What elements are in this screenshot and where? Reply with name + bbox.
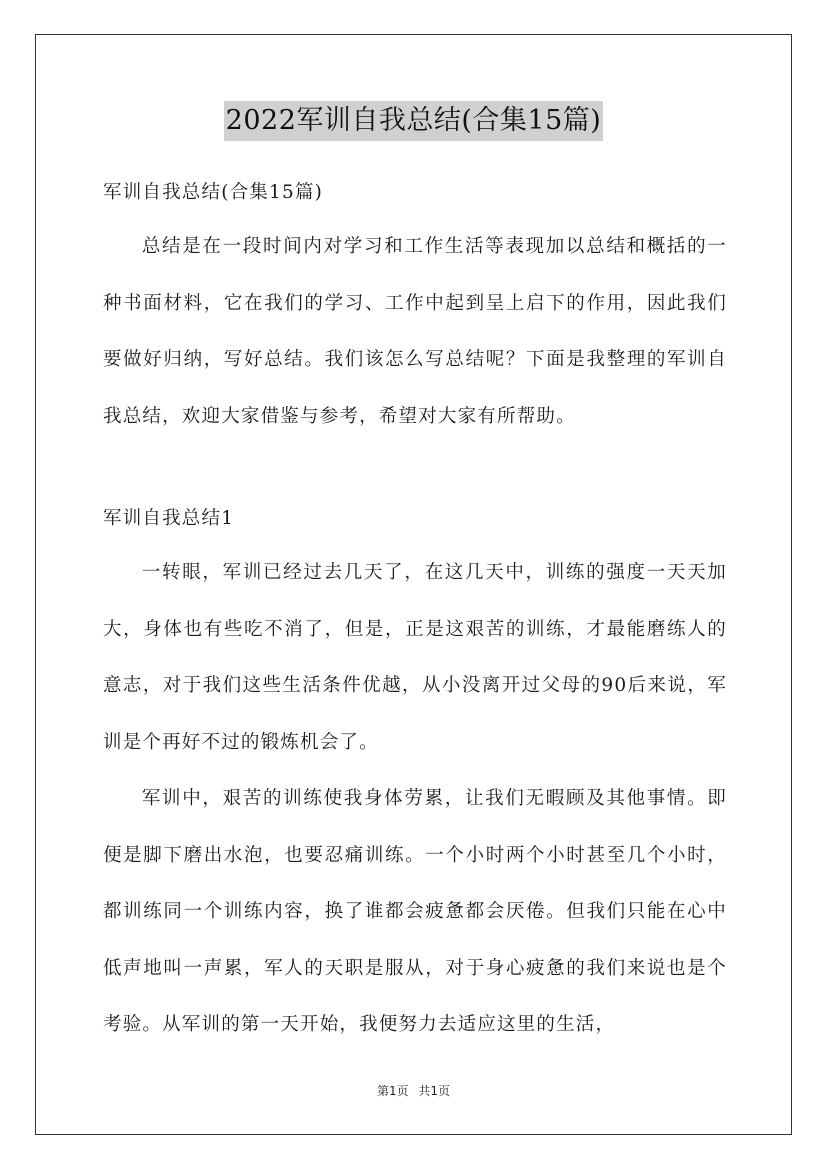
intro-paragraph: 总结是在一段时间内对学习和工作生活等表现加以总结和概括的一种书面材料，它在我们的学习、工作中起到呈上启下的作用，因此我们要做好归纳，写好总结。我们该怎么写总结呢？下面是我整理的军训自我总结，欢迎大家借鉴与参考，希望对大家有所帮助。 xyxy=(103,236,727,427)
section-body xyxy=(103,545,727,1054)
section-paragraph: 一转眼，军训已经过去几天了，在这几天中，训练的强度一天天加大，身体也有些吃不消了，但是，正是这艰苦的训练，才最能磨练人的意志，对于我们这些生活条件优越，从小没离开过父母的90后来说，军训是个再好不过的锻炼机会了。 xyxy=(103,562,727,753)
intro-section xyxy=(103,219,727,445)
document-subtitle: 军训自我总结(合集15篇) xyxy=(103,182,324,203)
document-title: 2022军训自我总结(合集15篇) xyxy=(224,101,604,141)
page-total: 共1页 xyxy=(418,1084,451,1098)
page-footer xyxy=(0,1082,827,1099)
title-container xyxy=(0,101,827,141)
page-number: 第1页 xyxy=(376,1084,409,1098)
section-paragraph: 军训中，艰苦的训练使我身体劳累，让我们无暇顾及其他事情。即便是脚下磨出水泡，也要忍痛训练。一个小时两个小时甚至几个小时，都训练同一个训练内容，换了谁都会疲惫都会厌倦。但我们只能在心中低声地叫一声累，军人的天职是服从，对于身心疲惫的我们来说也是个考验。从军训的第一天开始，我便努力去适应这里的生活， xyxy=(103,788,727,1035)
section-heading: 军训自我总结1 xyxy=(103,508,235,529)
